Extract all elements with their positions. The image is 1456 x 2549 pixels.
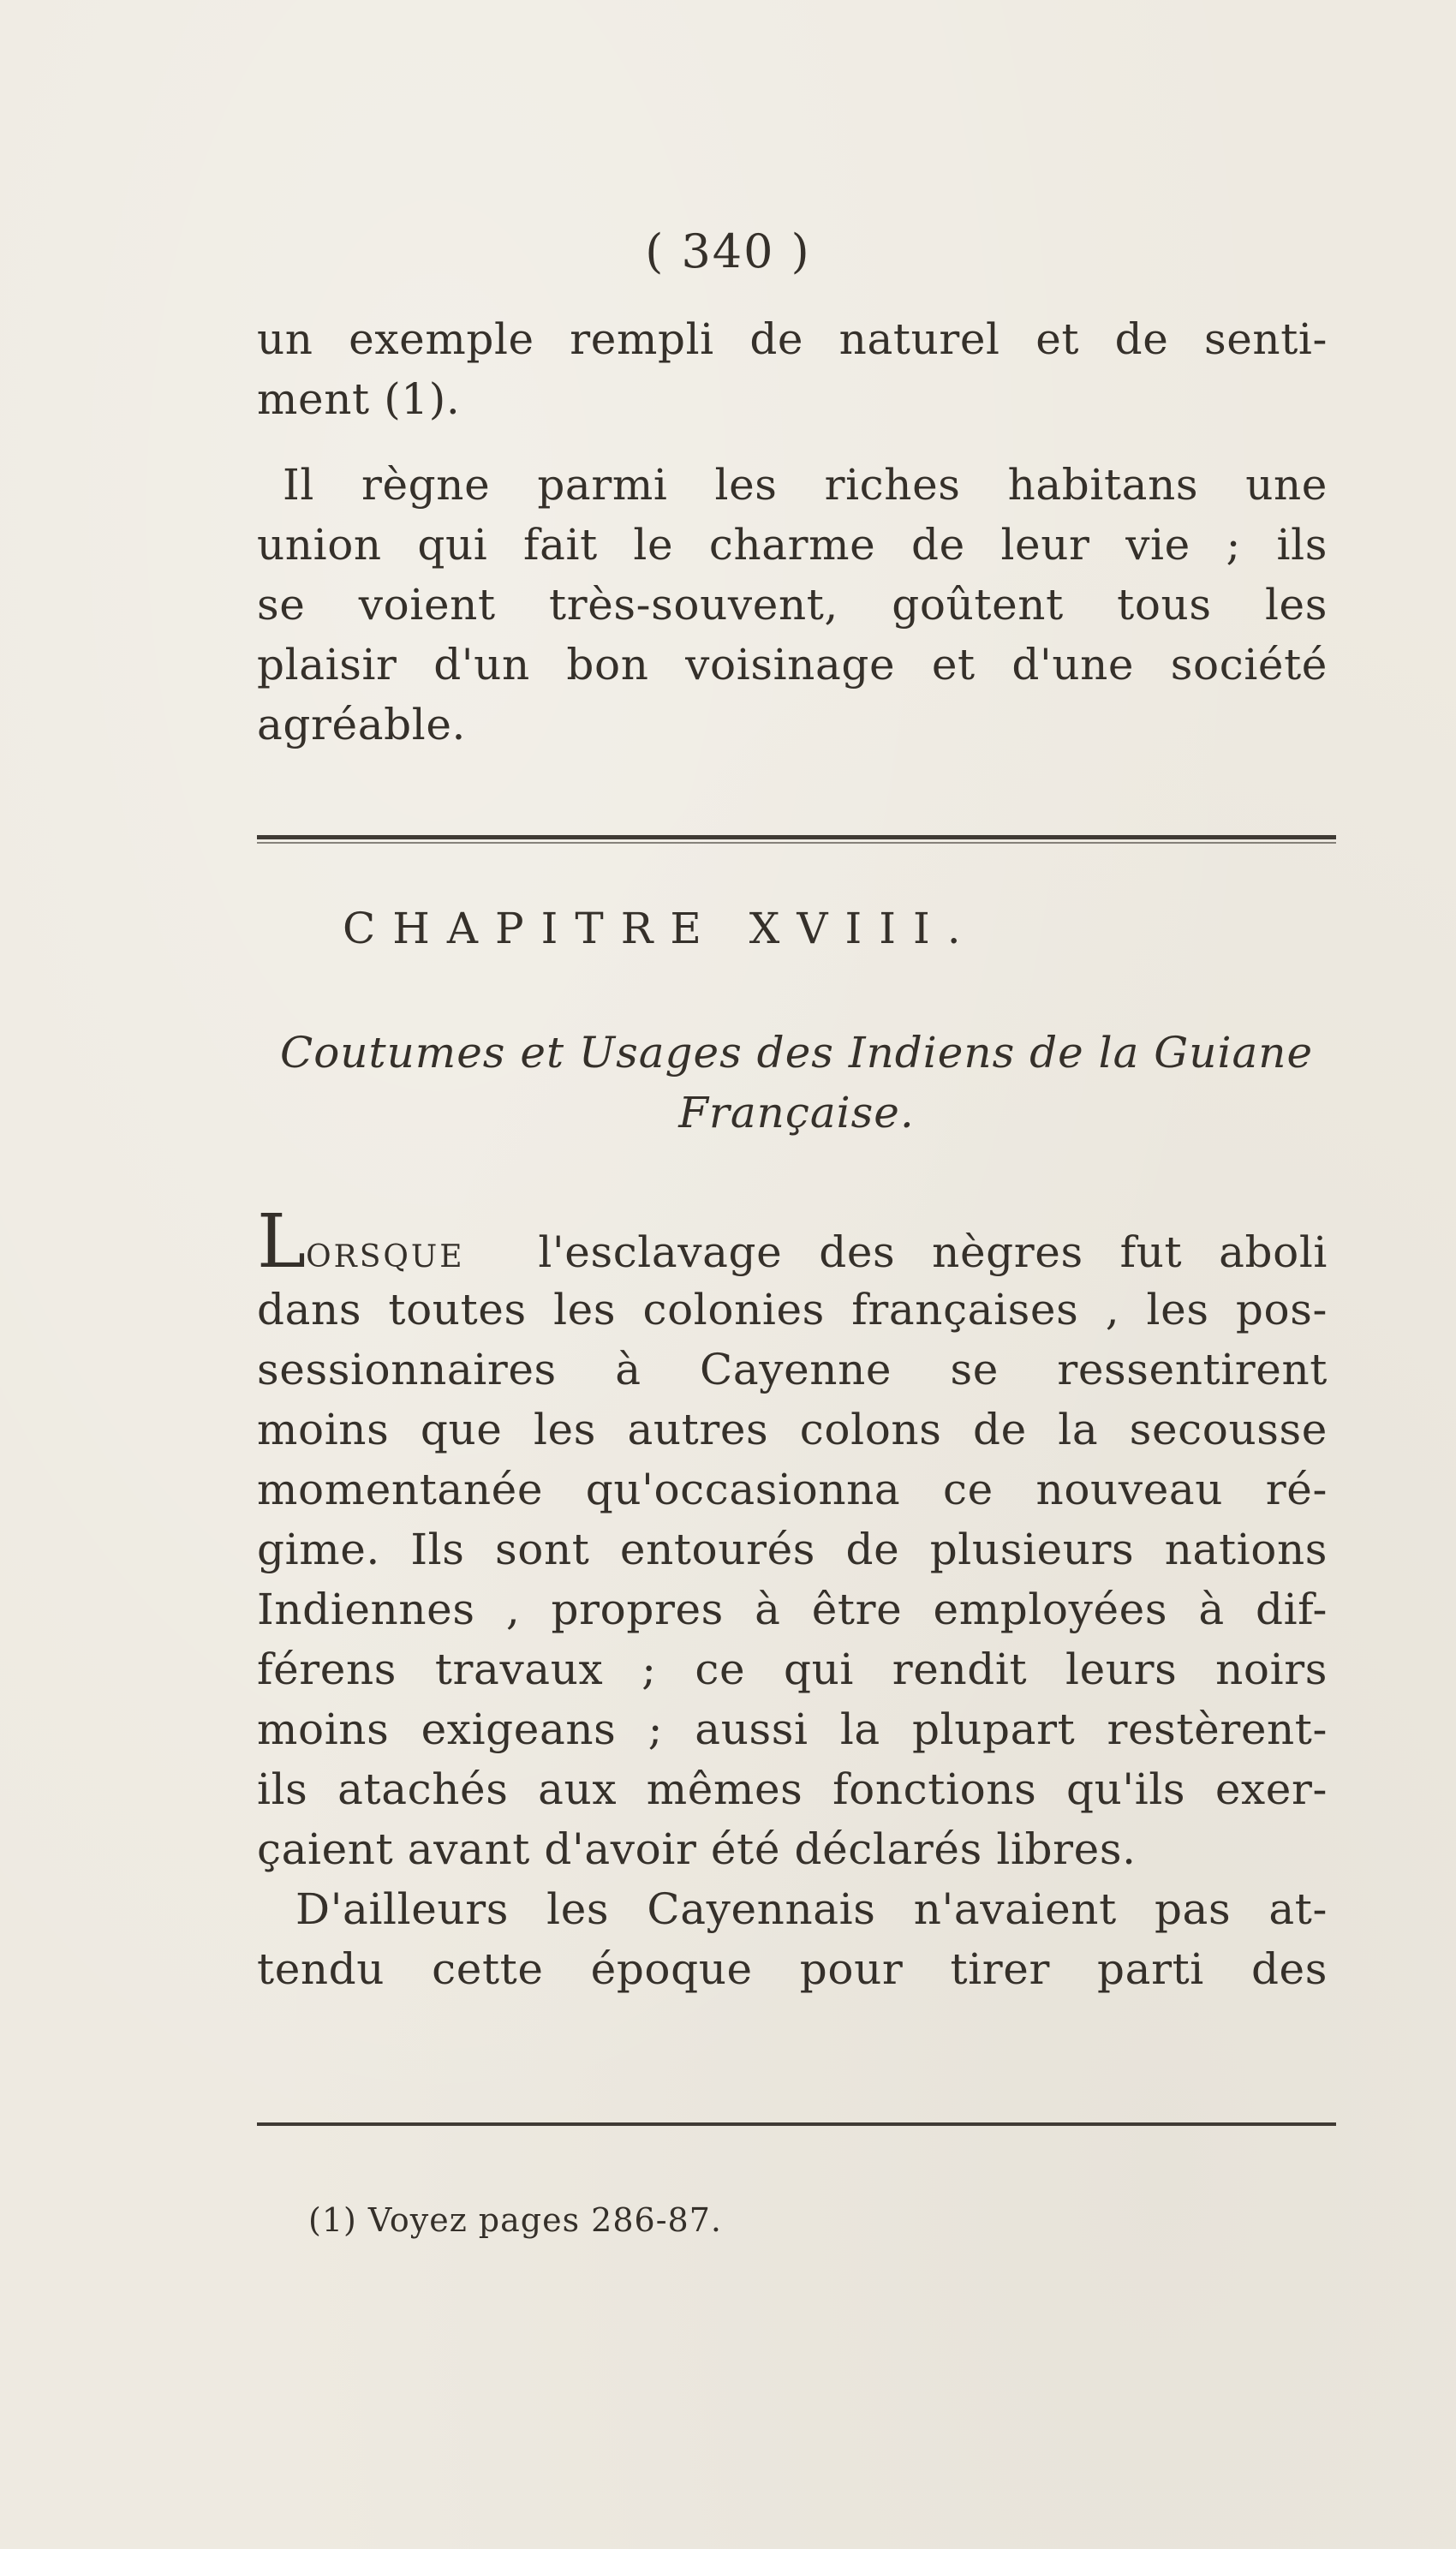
text-line: ment (1).	[257, 374, 461, 424]
text-line: se voient très-souvent, goûtent tous les	[257, 580, 1328, 630]
footnote-rule	[257, 2122, 1336, 2126]
text-line: Indiennes , propres à être employées à dif-	[257, 1585, 1328, 1634]
page-number: ( 340 )	[645, 224, 811, 278]
chapter-subtitle-cont: Française.	[678, 1088, 915, 1137]
text-line: union qui fait le charme de leur vie ; ils	[257, 520, 1328, 570]
footnote: (1) Voyez pages 286-87.	[308, 2201, 722, 2239]
first-line-text: l'esclavage des nègres fut aboli	[538, 1227, 1328, 1277]
text-line: çaient avant d'avoir été déclarés libres.	[257, 1824, 1137, 1874]
text-line: agréable.	[257, 700, 466, 749]
drop-cap: L	[257, 1199, 307, 1285]
chapter-heading: CHAPITRE XVIII.	[343, 904, 978, 953]
text-line: plaisir d'un bon voisinage et d'une société	[257, 640, 1328, 689]
text-line: moins que les autres colons de la secousse	[257, 1405, 1328, 1454]
text-line: sessionnaires à Cayenne se ressentirent	[257, 1345, 1328, 1394]
text-line: dans toutes les colonies françaises , les pos-	[257, 1285, 1328, 1334]
text-line: momentanée qu'occasionna ce nouveau ré-	[257, 1465, 1328, 1514]
small-caps-word: ORSQUE	[306, 1239, 465, 1274]
chapter-rule-thin	[257, 842, 1336, 844]
text-line: tendu cette époque pour tirer parti des	[257, 1944, 1328, 1994]
text-line: gime. Ils sont entourés de plusieurs nations	[257, 1525, 1328, 1574]
text-line: ils atachés aux mêmes fonctions qu'ils exer-	[257, 1764, 1328, 1814]
text-line: moins exigeans ; aussi la plupart restèrent-	[257, 1704, 1328, 1754]
chapter-rule	[257, 835, 1336, 839]
text-line: Il règne parmi les riches habitans une	[283, 460, 1328, 510]
body-first-line	[257, 1199, 1328, 1286]
chapter-subtitle: Coutumes et Usages des Indiens de la Guiane	[279, 1028, 1314, 1078]
text-line: D'ailleurs les Cayennais n'avaient pas at-	[295, 1884, 1328, 1934]
text-line: férens travaux ; ce qui rendit leurs noirs	[257, 1645, 1328, 1694]
text-line: un exemple rempli de naturel et de senti-	[257, 314, 1328, 364]
